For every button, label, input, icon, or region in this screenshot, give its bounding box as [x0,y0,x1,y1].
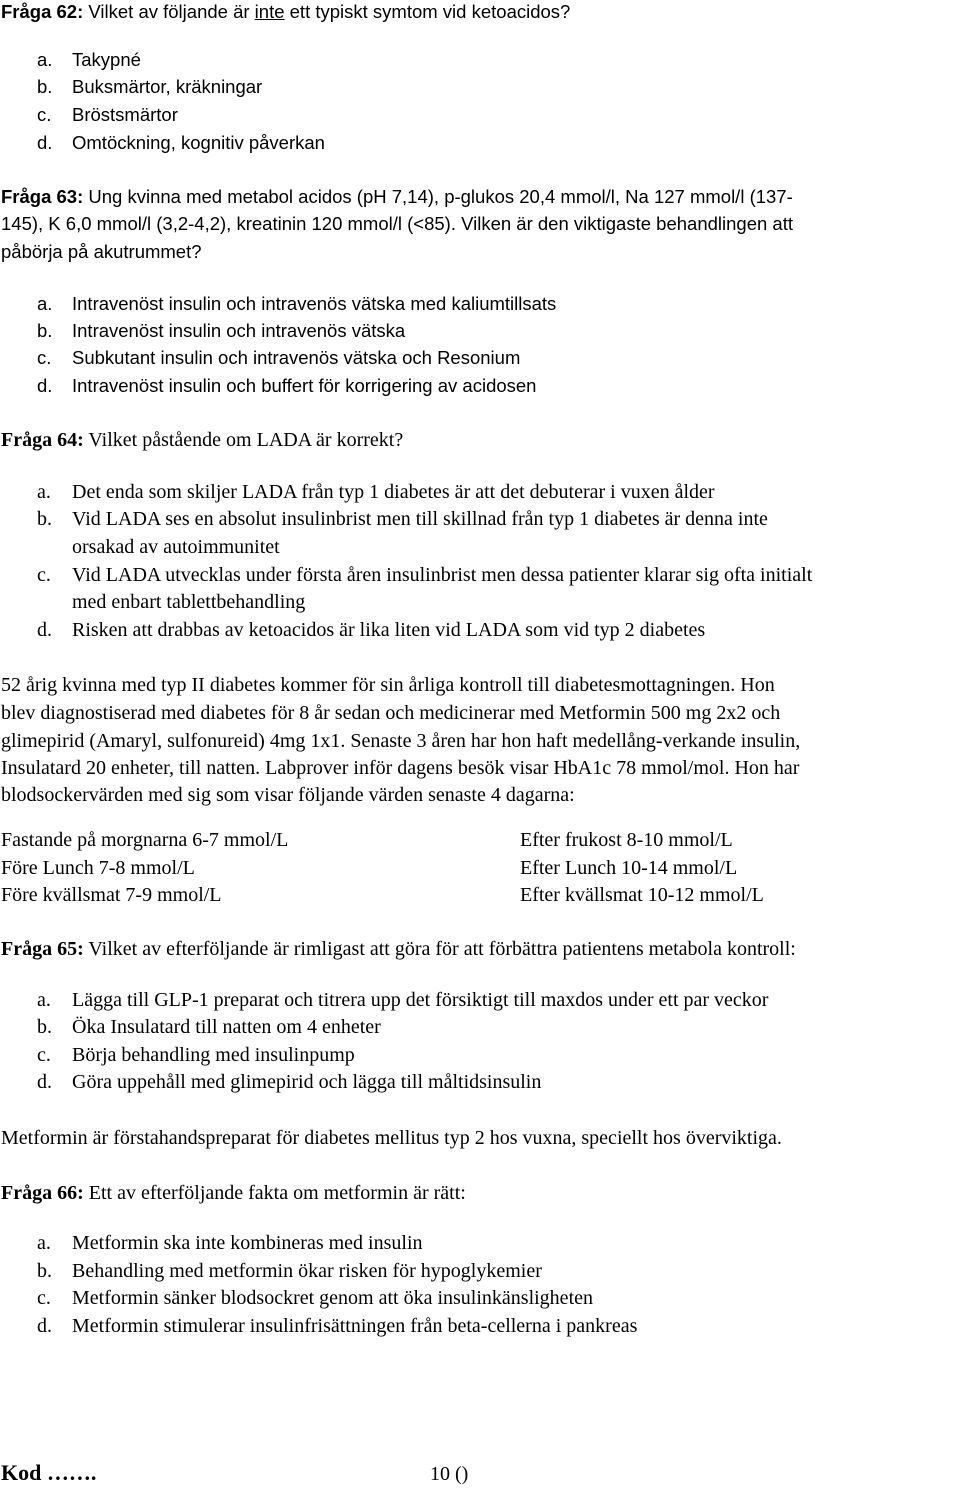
case-line-4: Insulatard 20 enheter, till natten. Labprover inför dagens besök visar HbA1c 78 mmol/mol. Hon har [1,757,800,779]
option-text: Metformin sänker blodsockret genom att öka insulinkänsligheten [72,1287,593,1309]
option-text: Intravenöst insulin och buffert för korrigering av acidosen [72,375,537,396]
option-text: Göra uppehåll med glimepirid och lägga till måltidsinsulin [72,1071,542,1093]
case-line-1: 52 årig kvinna med typ II diabetes kommer för sin årliga kontroll till diabetesmottagningen. Hon [1,674,775,696]
metformin-intro: Metformin är förstahandspreparat för diabetes mellitus typ 2 hos vuxna, speciellt hos överviktiga. [1,1127,782,1149]
option-text: Buksmärtor, kräkningar [72,76,263,97]
glucose-after-dinner: Efter kvällsmat 10-12 mmol/L [520,884,764,906]
footer-page-number: 10 () [430,1463,469,1485]
q62-text-underlined: inte [254,1,285,22]
q65-label: Fråga 65: [1,938,84,960]
q66-text: Ett av efterföljande fakta om metformin är rätt: [83,1182,466,1204]
q63-heading [1,185,793,209]
case-line-3: glimepirid (Amaryl, sulfonureid) 4mg 1x1. Senaste 3 åren har hon haft medellång-verkande insulin, [1,730,801,752]
q66-heading [1,1181,466,1205]
option-letter: d. [37,375,53,396]
option-letter: b. [37,1016,52,1038]
q63-line2: 145), K 6,0 mmol/l (3,2-4,2), kreatinin 120 mmol/l (<85). Vilken är den viktigaste behandlingen att [1,213,793,234]
glucose-before-lunch: Före Lunch 7-8 mmol/L [1,857,195,879]
option-text: Omtöckning, kognitiv påverkan [72,132,325,153]
option-text: Intravenöst insulin och intravenös vätska med kaliumtillsats [72,293,557,314]
option-text: Metformin ska inte kombineras med insulin [72,1232,423,1254]
q62-text-after: ett typiskt symtom vid ketoacidos? [284,1,571,22]
option-letter: c. [37,104,52,125]
option-text: Intravenöst insulin och intravenös vätska [72,320,406,341]
option-text: Lägga till GLP-1 preparat och titrera upp det försiktigt till maxdos under ett par veckor [72,989,769,1011]
q62-label: Fråga 62: [1,1,84,22]
q65-text: Vilket av efterföljande är rimligast att göra för att förbättra patientens metabola kontroll: [83,938,796,960]
option-text: Risken att drabbas av ketoacidos är lika liten vid LADA som vid typ 2 diabetes [72,619,706,641]
option-letter: b. [37,320,53,341]
option-letter: d. [37,1315,52,1337]
option-letter: b. [37,1260,52,1282]
option-text: Vid LADA utvecklas under första åren insulinbrist men dessa patienter klarar sig ofta initialt [72,564,813,586]
q65-heading [1,937,796,961]
case-line-2: blev diagnostiserad med diabetes för 8 år sedan och medicinerar med Metformin 500 mg 2x2 och [1,702,781,724]
q62-heading [1,0,570,24]
option-letter: a. [37,481,51,503]
q64-heading [1,428,403,452]
option-text: Börja behandling med insulinpump [72,1044,355,1066]
option-text: Öka Insulatard till natten om 4 enheter [72,1016,381,1038]
option-text: Metformin stimulerar insulinfrisättningen från beta-cellerna i pankreas [72,1315,638,1337]
footer-code: Kod ……. [1,1460,97,1485]
option-letter: d. [37,1071,52,1093]
glucose-fasting: Fastande på morgnarna 6-7 mmol/L [1,829,289,851]
option-text: Bröstsmärtor [72,104,178,125]
option-text-continued: orsakad av autoimmunitet [72,536,280,558]
option-letter: c. [37,1287,51,1309]
glucose-before-dinner: Före kvällsmat 7-9 mmol/L [1,884,222,906]
option-text: Takypné [72,49,141,70]
option-letter: c. [37,1044,51,1066]
option-letter: d. [37,619,52,641]
q64-label: Fråga 64: [1,429,84,451]
q66-label: Fråga 66: [1,1182,84,1204]
option-letter: a. [37,989,51,1011]
option-text: Vid LADA ses en absolut insulinbrist men till skillnad från typ 1 diabetes är denna inte [72,508,768,530]
glucose-after-breakfast: Efter frukost 8-10 mmol/L [520,829,733,851]
option-letter: d. [37,132,53,153]
option-letter: a. [37,293,53,314]
q62-text-before: Vilket av följande är [83,1,255,22]
option-letter: c. [37,347,52,368]
option-text-continued: med enbart tablettbehandling [72,591,306,613]
option-text: Subkutant insulin och intravenös vätska och Resonium [72,347,521,368]
case-line-5: blodsockervärden med sig som visar följande värden senaste 4 dagarna: [1,784,575,806]
glucose-after-lunch: Efter Lunch 10-14 mmol/L [520,857,738,879]
option-text: Behandling med metformin ökar risken för hypoglykemier [72,1260,542,1282]
q63-line3: påbörja på akutrummet? [1,241,202,262]
option-letter: a. [37,49,53,70]
option-letter: b. [37,508,52,530]
option-letter: a. [37,1232,51,1254]
option-letter: c. [37,564,51,586]
q63-label: Fråga 63: [1,186,84,207]
option-text: Det enda som skiljer LADA från typ 1 diabetes är att det debuterar i vuxen ålder [72,481,715,503]
option-letter: b. [37,76,53,97]
q63-line1: Ung kvinna med metabol acidos (pH 7,14), p-glukos 20,4 mmol/l, Na 127 mmol/l (137- [83,186,793,207]
q64-text: Vilket påstående om LADA är korrekt? [83,429,404,451]
